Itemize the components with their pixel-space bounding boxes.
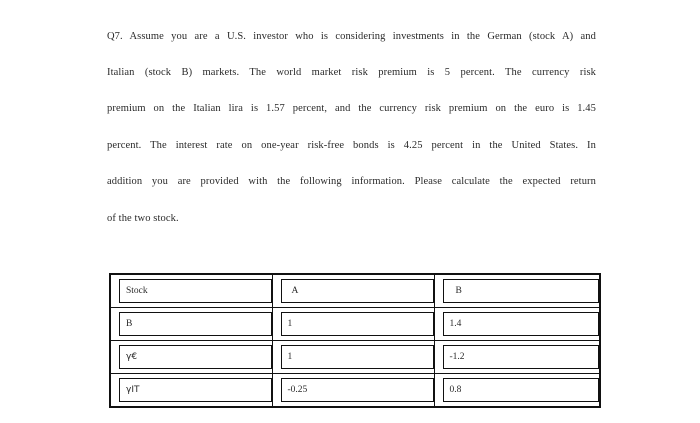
table-cell: γIT — [110, 374, 272, 408]
table-cell: -0.25 — [272, 374, 434, 408]
data-table — [109, 273, 601, 408]
question-line: Q7. Assume you are a U.S. investor who is considering investments in the German (stock A) and — [107, 31, 596, 42]
table-cell: 0.8 — [434, 374, 600, 408]
table-row — [110, 374, 600, 408]
table-cell: 1 — [272, 308, 434, 341]
table-cell: -1.2 — [434, 341, 600, 374]
table-cell: B — [434, 274, 600, 308]
question-line: addition you are provided with the following information. Please calculate the expected return — [107, 176, 596, 187]
table-row — [110, 341, 600, 374]
table-cell: 1.4 — [434, 308, 600, 341]
question-line: percent. The interest rate on one-year risk-free bonds is 4.25 percent in the United States. In — [107, 140, 596, 151]
question-line: Italian (stock B) markets. The world market risk premium is 5 percent. The currency risk — [107, 67, 596, 78]
question-line: of the two stock. — [107, 213, 179, 224]
table-cell: 1 — [272, 341, 434, 374]
table-cell: A — [272, 274, 434, 308]
table-cell: B — [110, 308, 272, 341]
table-header-row — [110, 274, 600, 308]
table-row — [110, 308, 600, 341]
table-cell: γ€ — [110, 341, 272, 374]
table-cell: Stock — [110, 274, 272, 308]
question-line: premium on the Italian lira is 1.57 percent, and the currency risk premium on the euro is 1.45 — [107, 103, 596, 114]
